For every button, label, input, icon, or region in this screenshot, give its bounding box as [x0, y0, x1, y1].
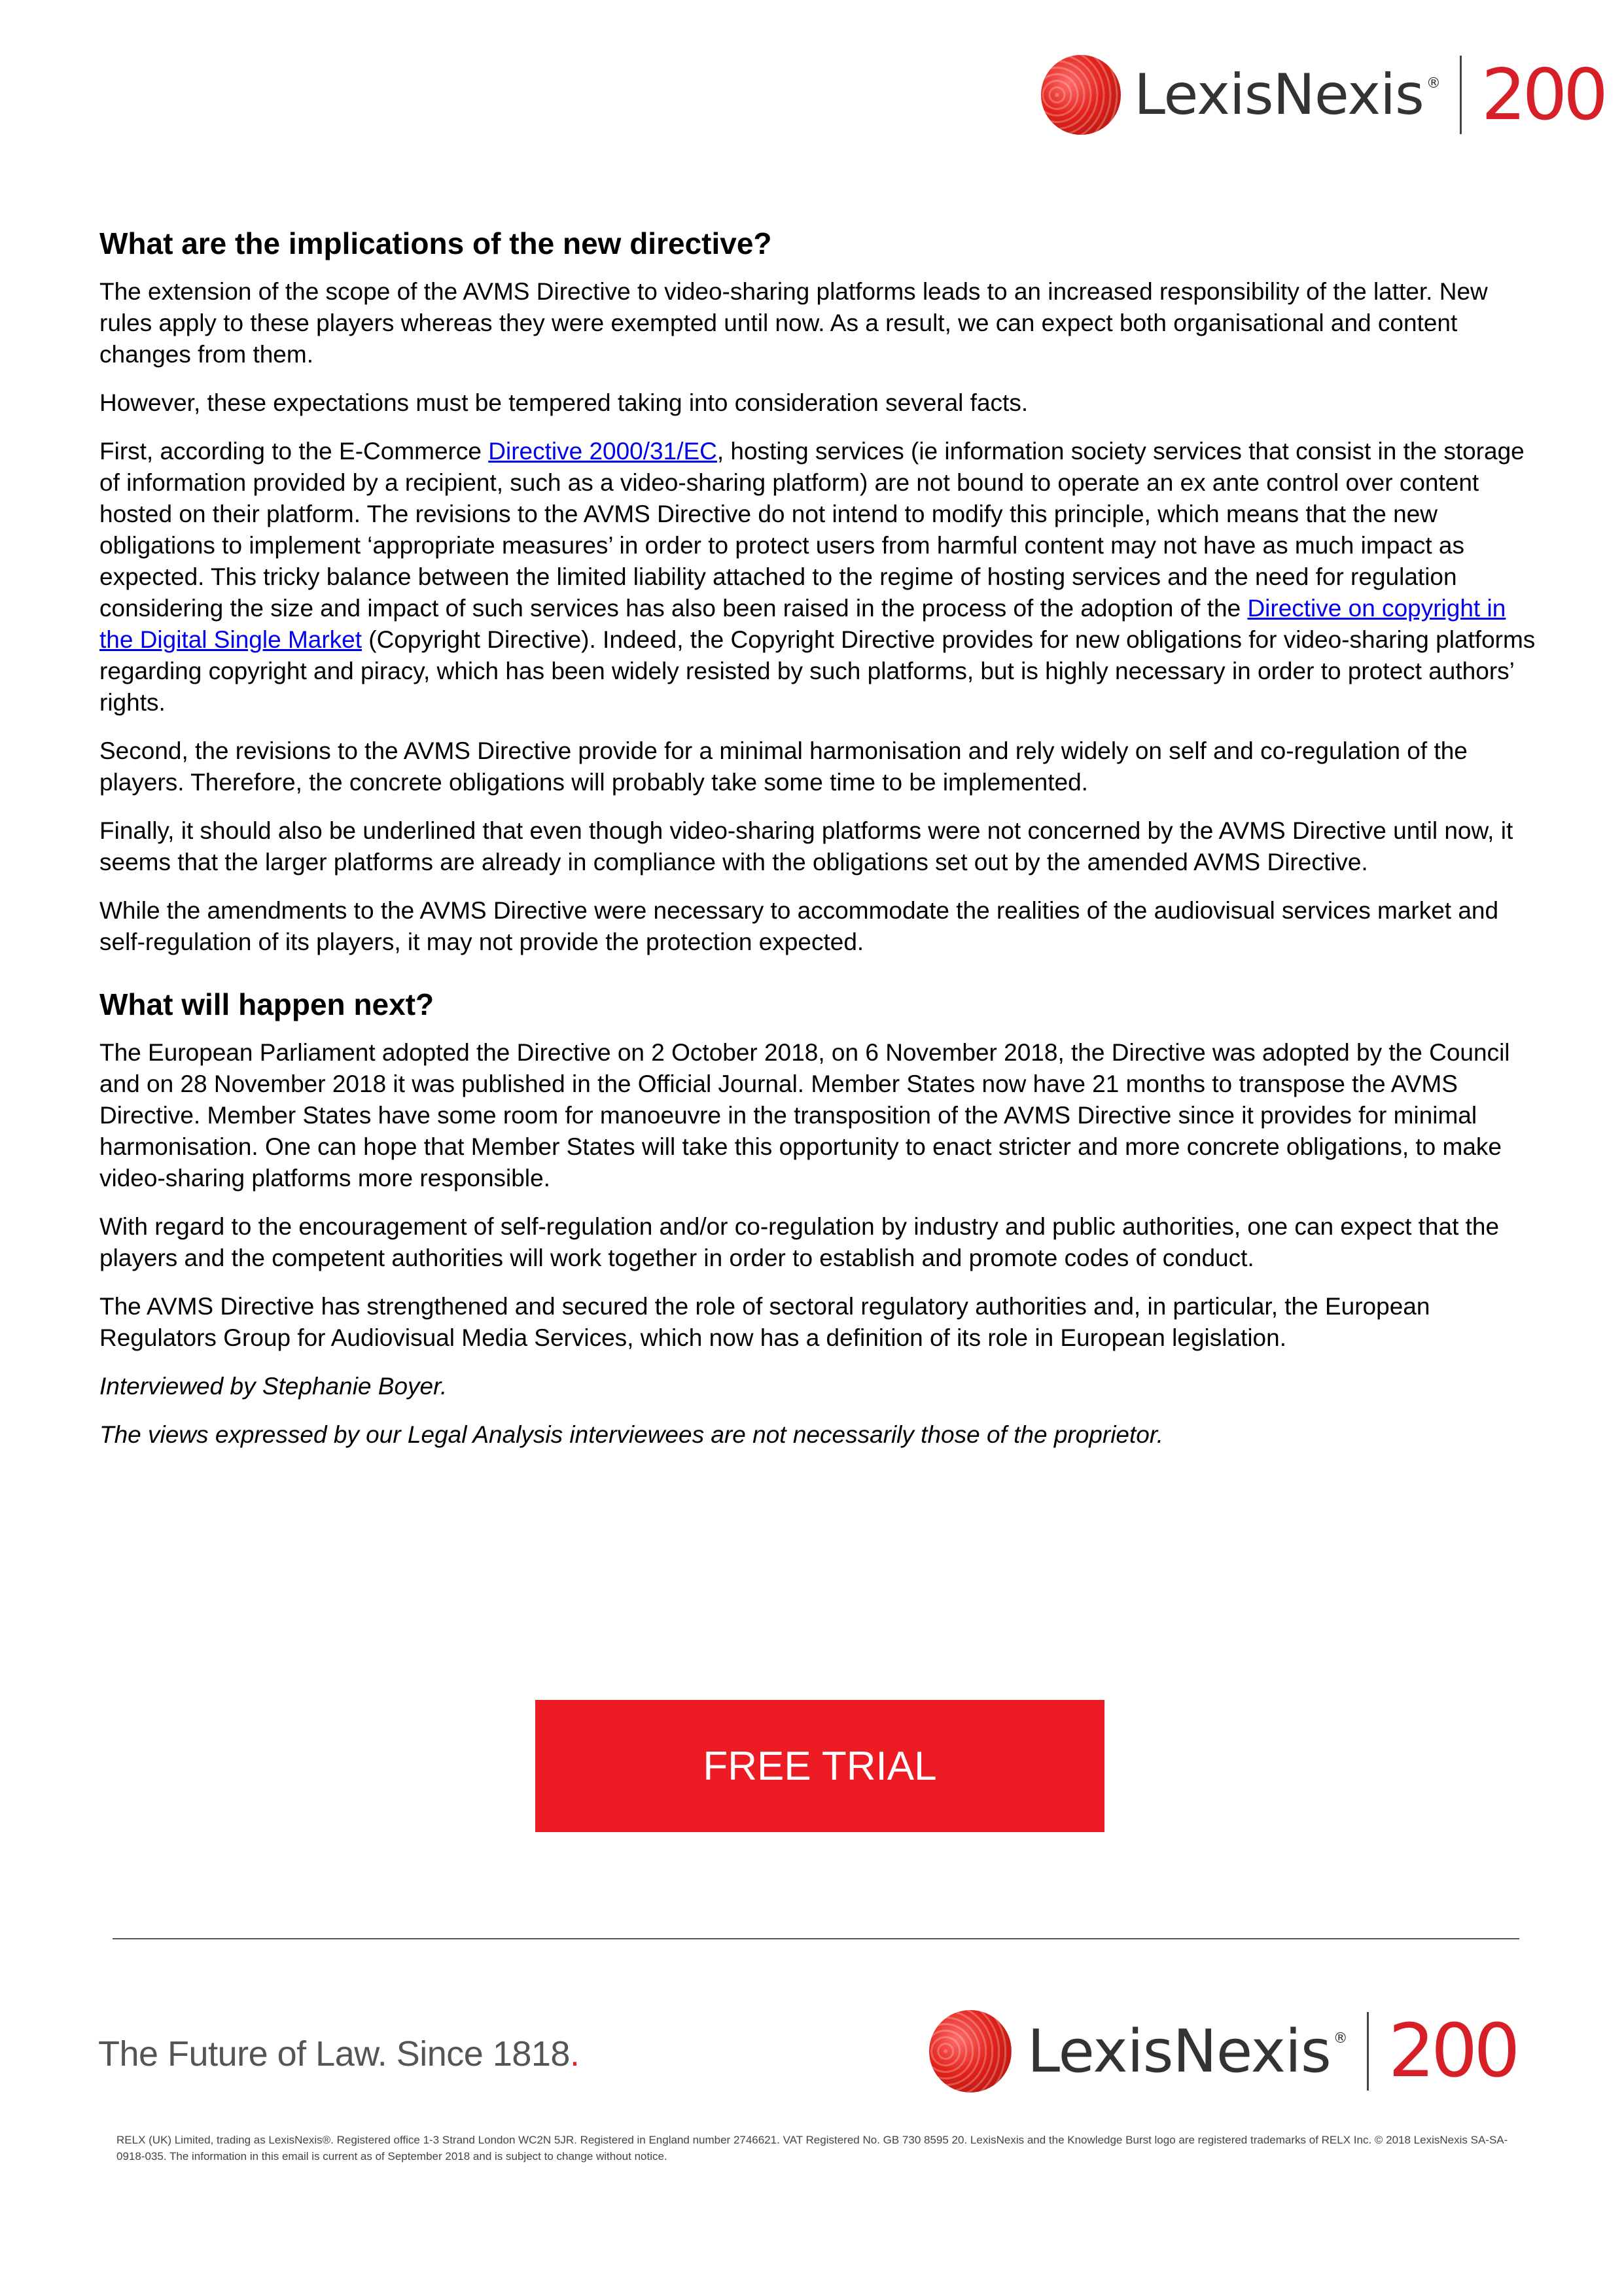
legal-notice: RELX (UK) Limited, trading as LexisNexis®. Registered office 1-3 Strand London WC2N 5JR. Registered in England number 2746621. VAT Registered No. GB 730 8595 20. LexisNexis and the Knowledge Burst logo are registered trademarks of RELX Inc. © 2018 LexisNexis SA-SA-0918-035. The information in this email is current as of September 2018 and is subject to change without notice.: [116, 2134, 1508, 2163]
paragraph: The AVMS Directive has strengthened and secured the role of sectoral regulatory authorities and, in particular, the European Regulators Group for Audiovisual Media Services, which now has a definition of its role in European legislation.: [99, 1293, 1430, 1352]
knowledge-burst-icon: [929, 2010, 1012, 2093]
paragraph: With regard to the encouragement of self-regulation and/or co-regulation by industry and public authorities, one can expect that the players and the competent authorities will work together in order to establish and promote codes of conduct.: [99, 1213, 1500, 1272]
interviewer-credit: Interviewed by Stephanie Boyer.: [99, 1373, 448, 1400]
disclaimer: The views expressed by our Legal Analysis interviewees are not necessarily those of the proprietor.: [99, 1421, 1164, 1449]
brand-name: LexisNexis ®: [1134, 62, 1440, 128]
paragraph: However, these expectations must be tempered taking into consideration several facts.: [99, 389, 1029, 417]
paragraph: While the amendments to the AVMS Directive were necessary to accommodate the realities of the audiovisual services market and self-regulation of its players, it may not provide the protection expected.: [99, 897, 1499, 956]
copyright-directive-link[interactable]: Directive on copyright in the Digital Single Market: [99, 595, 1506, 654]
header-logo: [1035, 52, 1624, 137]
paragraph: First, according to the E-Commerce Directive 2000/31/EC, hosting services (ie information society services that consist in the storage of information provided by a recipient, such as a video-sharing platform) are not bound to operate an ex ante control over content hosted on their platform. The revisions to the AVMS Directive do not intend to modify this principle, which means that the new obligations to implement ‘appropriate measures’ in order to protect users from harmful content may not have as much impact as expected. This tricky balance between the limited liability attached to the regime of hosting services and the need for regulation considering the size and impact of such services has also been raised in the process of the adoption of the Directive on copyright in the Digital Single Market (Copyright Directive). Indeed, the Copyright Directive provides for new obligations for video-sharing platforms regarding copyright and piracy, which has been widely resisted by such platforms, but is highly necessary in order to protect authors’ rights.: [99, 438, 1536, 716]
footer-logo: [929, 2009, 1531, 2094]
paragraph: Second, the revisions to the AVMS Directive provide for a minimal harmonisation and rely widely on self and co-regulation of the players. Therefore, the concrete obligations will probably take some time to be implemented.: [99, 737, 1468, 796]
logo-divider: [1460, 56, 1462, 134]
free-trial-button[interactable]: FREE TRIAL: [535, 1700, 1104, 1832]
brand-name: LexisNexis ®: [1027, 2017, 1347, 2086]
paragraph: The European Parliament adopted the Directive on 2 October 2018, on 6 November 2018, the Directive was adopted by the Council and on 28 November 2018 it was published in the Official Journal. Member States now have 21 months to transpose the AVMS Directive. Member States have some room for manoeuvre in the transposition of the AVMS Directive since it provides for minimal harmonisation. One can hope that Member States will take this opportunity to enact stricter and more concrete obligations, to make video-sharing platforms more responsible.: [99, 1039, 1510, 1192]
paragraph: The extension of the scope of the AVMS Directive to video-sharing platforms leads to an increased responsibility of the latter. New rules apply to these players whereas they were exempted until now. As a result, we can expect both organisational and content changes from them.: [99, 278, 1488, 368]
anniversary-mark: 200: [1481, 54, 1604, 136]
section-heading-next: What will happen next?: [99, 987, 434, 1022]
footer-divider: [113, 1938, 1519, 1939]
anniversary-mark: 200: [1388, 2009, 1517, 2094]
article-body: [99, 226, 1545, 1468]
paragraph: Finally, it should also be underlined that even though video-sharing platforms were not concerned by the AVMS Directive until now, it seems that the larger platforms are already in compliance with the obligations set out by the amended AVMS Directive.: [99, 817, 1513, 876]
knowledge-burst-icon: [1041, 55, 1121, 135]
logo-divider: [1367, 2012, 1369, 2091]
section-heading-implications: What are the implications of the new directive?: [99, 226, 772, 260]
tagline: The Future of Law. Since 1818.: [98, 2034, 580, 2074]
directive-2000-31-ec-link[interactable]: Directive 2000/31/EC: [488, 438, 717, 465]
